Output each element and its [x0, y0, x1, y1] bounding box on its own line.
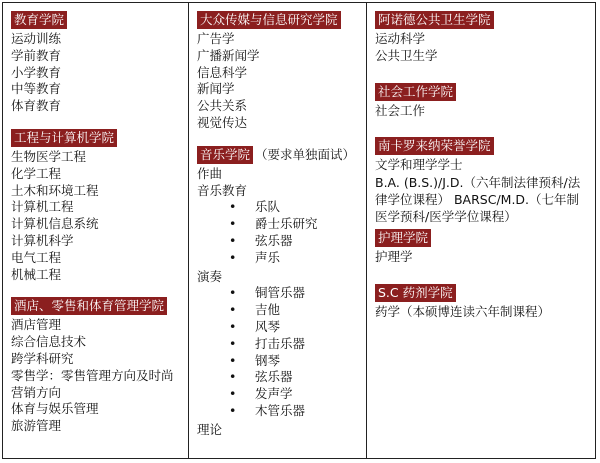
program-item: 作曲: [197, 165, 223, 181]
section-hospitality: [11, 295, 182, 435]
section-header: 工程与计算机学院: [11, 129, 117, 147]
program-item: 小学教育: [11, 64, 62, 80]
section-public-health: [375, 9, 589, 65]
program-item: 体育与娱乐管理: [11, 401, 99, 417]
program-item: 公共卫生学: [375, 47, 438, 63]
section-header: 南卡罗来纳荣誉学院: [375, 137, 494, 155]
program-item: 护理学: [375, 249, 413, 265]
section-honors: [375, 135, 589, 225]
program-item: 旅游管理: [11, 418, 62, 434]
program-paragraph: B.A. (B.S.)/J.D.（六年制法律预科/法律学位课程） BARSC/M.D.（七年制医学预科/医学学位课程）: [375, 175, 581, 225]
bullet-icon: •: [229, 352, 237, 368]
program-item: 音乐教育: [197, 182, 248, 198]
bullet-icon: •: [229, 318, 237, 334]
list-item: • 钢琴: [229, 352, 281, 368]
section-header: 酒店、零售和体育管理学院: [11, 297, 167, 315]
section-nursing: [375, 227, 589, 266]
section-header: S.C 药剂学院: [375, 284, 456, 302]
column-3: [367, 3, 595, 458]
list-item: • 爵士乐研究: [229, 216, 318, 232]
bullet-icon: •: [229, 335, 237, 351]
section-music: [197, 144, 360, 439]
bullet-icon: •: [229, 369, 237, 385]
section-social-work: [375, 81, 589, 120]
music-education-list: [197, 199, 360, 266]
bullet-icon: •: [229, 216, 237, 232]
program-item: 新闻学: [197, 81, 235, 97]
program-item: 计算机信息系统: [11, 216, 99, 232]
list-item: • 吉他: [229, 302, 281, 318]
column-2: [189, 3, 367, 458]
list-item: • 发声学: [229, 386, 293, 402]
program-item: 药学（本硕博连读六年制课程）: [375, 303, 551, 319]
list-item: • 铜管乐器: [229, 285, 306, 301]
program-item: 公共关系: [197, 98, 248, 114]
program-item: 零售学：零售管理方向及时尚营销方向: [11, 367, 174, 400]
program-item: 计算机科学: [11, 232, 74, 248]
list-item: • 风琴: [229, 318, 281, 334]
program-item: 文学和理学学士: [375, 157, 463, 173]
program-item: 演奏: [197, 268, 223, 284]
program-item: 视觉传达: [197, 114, 248, 130]
section-header: 音乐学院: [197, 146, 253, 164]
list-item: • 木管乐器: [229, 402, 306, 418]
bullet-icon: •: [229, 249, 237, 265]
bullet-icon: •: [229, 232, 237, 248]
list-item: • 乐队: [229, 199, 281, 215]
section-header: 大众传媒与信息研究学院: [197, 11, 341, 29]
section-note: （要求单独面试）: [255, 146, 356, 162]
program-item: 广播新闻学: [197, 47, 260, 63]
section-education: [11, 9, 182, 115]
program-item: 运动训练: [11, 31, 62, 46]
section-header: 社会工作学院: [375, 83, 456, 101]
section-engineering: [11, 127, 182, 283]
bullet-icon: •: [229, 199, 237, 215]
bullet-icon: •: [229, 302, 237, 318]
program-item: 机械工程: [11, 266, 62, 282]
section-pharmacy: [375, 282, 589, 321]
list-item: • 弦乐器: [229, 232, 293, 248]
section-header: 阿诺德公共卫生学院: [375, 11, 494, 29]
program-item: 学前教育: [11, 47, 62, 63]
list-item: • 弦乐器: [229, 369, 293, 385]
program-item: 计算机工程: [11, 199, 74, 215]
bullet-icon: •: [229, 402, 237, 418]
program-item: 跨学科研究: [11, 350, 74, 366]
program-item: 广告学: [197, 31, 235, 46]
program-item: 社会工作: [375, 102, 426, 118]
performance-list: [197, 285, 360, 419]
list-item: • 打击乐器: [229, 335, 306, 351]
list-item: • 声乐: [229, 249, 281, 265]
programs-table: [2, 2, 596, 459]
column-1: [3, 3, 189, 458]
program-item: 运动科学: [375, 31, 426, 46]
section-header: 教育学院: [11, 11, 67, 29]
program-item: 化学工程: [11, 165, 62, 181]
program-item: 信息科学: [197, 64, 248, 80]
program-item: 中等教育: [11, 81, 62, 97]
program-item: 理论: [197, 421, 223, 437]
program-item: 综合信息技术: [11, 334, 87, 350]
bullet-icon: •: [229, 386, 237, 402]
section-header: 护理学院: [375, 229, 431, 247]
section-media: [197, 9, 360, 132]
program-item: 生物医学工程: [11, 148, 87, 164]
program-item: 体育教育: [11, 98, 62, 114]
bullet-icon: •: [229, 285, 237, 301]
program-item: 酒店管理: [11, 317, 62, 333]
program-item: 电气工程: [11, 249, 62, 265]
program-item: 土木和环境工程: [11, 182, 99, 198]
